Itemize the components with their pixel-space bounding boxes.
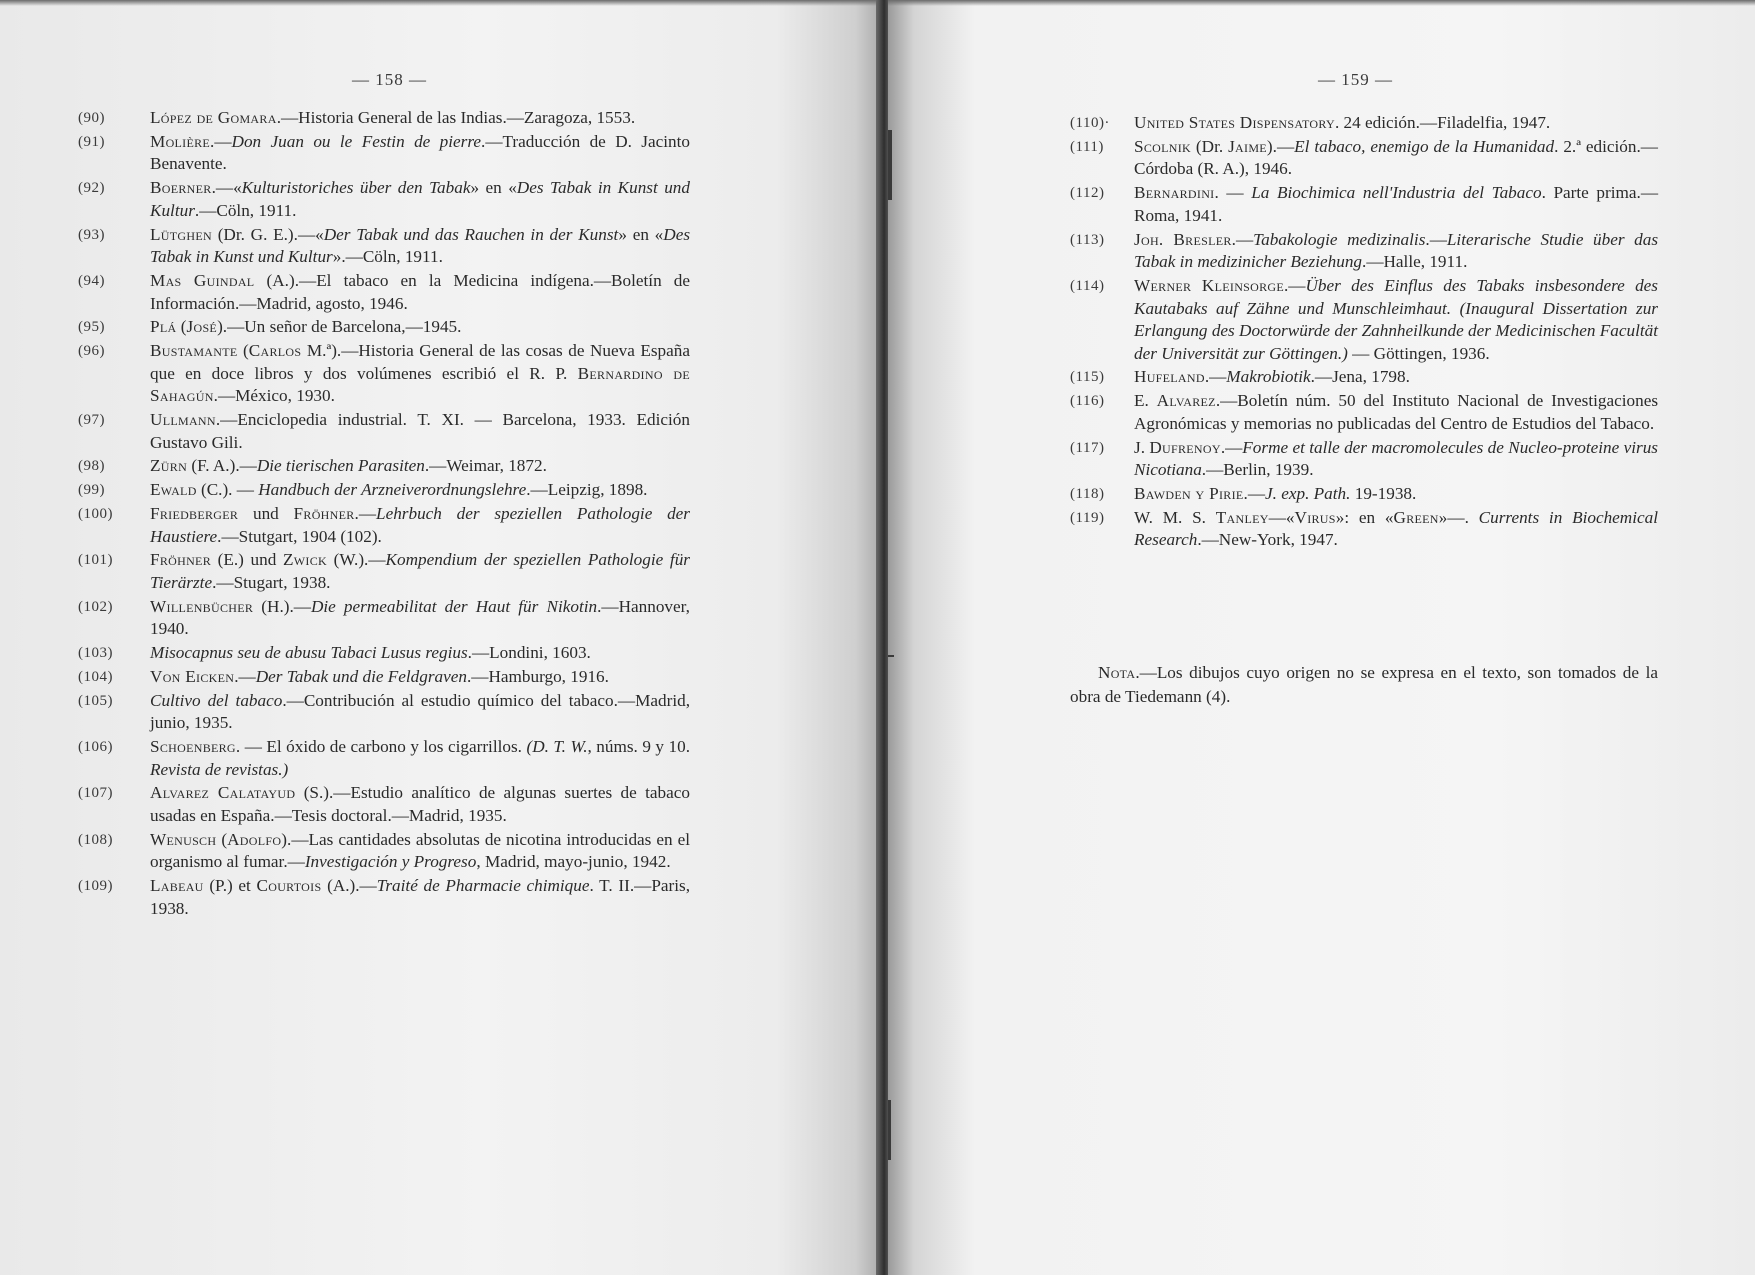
entry-number: (104) [78,668,113,685]
entry-number: (103) [78,645,113,662]
entry-number: (100) [78,505,113,522]
author-name: United States Dispensatory [1134,113,1335,132]
bibliography-entry [78,666,690,689]
bibliography-list [1070,112,1658,553]
gutter-mark [888,1100,891,1160]
entry-number: (115) [1070,369,1105,386]
entry-text: (P.) et [203,876,257,896]
entry-number: (94) [78,272,105,289]
entry-text: .—Jena, 1798. [1310,367,1410,387]
entry-text: ( [237,341,249,361]
entry-number: (96) [78,343,105,360]
footnote [1070,661,1658,709]
author-name: José [186,317,218,337]
entry-text: 19-1938. [1350,484,1417,503]
entry-text: .—Historia General de las Indias.—Zaragoza, 1553. [276,108,636,127]
entry-text: .— [1425,229,1447,249]
entry-text: J. [1134,437,1150,457]
author-name: Scolnik [1134,136,1191,156]
work-title: Misocapnus seu de abusu Tabaci Lusus regius [150,643,468,663]
bibliography-entry [1070,136,1658,181]
bibliography-entry [78,131,690,176]
bibliography-entry [1070,483,1658,506]
entry-number: (112) [1070,185,1105,202]
gutter-mark [888,655,894,657]
entry-number: (92) [78,180,105,197]
work-title: Die tierischen Parasiten [256,456,425,476]
author-name: Joh. Bresler [1134,229,1232,249]
author-name: Carlos [248,341,302,361]
entry-number: (117) [1070,439,1105,456]
author-name: Alvarez [1156,391,1216,411]
entry-number: (105) [78,692,113,709]
author-name: Schoenberg [150,737,236,757]
work-title: Forme et talle der macromolecules de Nucleo-proteine virus Nicotiana [1134,437,1658,480]
entry-number: (90) [78,110,105,126]
bibliography-entry [78,503,690,548]
entry-number: (119) [1070,509,1105,526]
entry-number: (97) [78,412,105,429]
entry-number: (109) [78,878,113,895]
entry-number: (93) [78,226,105,243]
entry-text: .—Halle, 1911. [1362,252,1468,272]
entry-number: (114) [1070,277,1105,294]
entry-text: .— [354,503,377,523]
author-name: Bernardino de Sahagún [150,363,691,406]
bibliography-entry [1070,229,1658,274]
entry-text: (F. A.).— [187,456,257,476]
entry-number: (95) [78,319,105,336]
entry-text: M.ª).—Historia General de las cosas de Nueva España que en doce libros y dos volúmenes escribió el R. P. [150,341,690,383]
entry-text: »—. [1438,507,1479,527]
entry-text: .— [1231,229,1254,249]
entry-text: . — El óxido de carbono y los cigarrillos. [235,737,527,757]
work-title: Currents in Biochemical Research [1134,507,1658,550]
note-label: Nota [1098,663,1136,682]
entry-text: » en « [618,224,664,244]
entry-text: .—Boletín núm. 50 del Instituto Nacional de Investigaciones Agronómicas y memorias no publicadas del Centro de Estudios del Tabaco. [1134,391,1659,433]
author-name: Wenusch [150,829,217,849]
bibliography-entry [78,642,690,665]
note-text: .—Los dibujos cuyo origen no se expresa en el texto, son tomados de la obra de Tiedemann (4). [1070,663,1658,706]
entry-text: .—México, 1930. [213,386,335,406]
work-title: Die permeabilitat der Haut für Nikotin [310,596,598,616]
bibliography-entry [1070,275,1658,365]
entry-text: .—Traducción de D. Jacinto Benavente. [150,131,690,174]
entry-number: (116) [1070,393,1105,410]
entry-text: .—Weimar, 1872. [424,456,547,476]
entry-text: (S.).—Estudio analítico de algunas suertes de tabaco usadas en España.—Tesis doctoral.—Madrid, 1935. [150,783,690,825]
entry-text: » en « [470,178,517,198]
author-name: Von Eicken [150,666,235,686]
entry-text: .— [1204,367,1227,387]
entry-text: ».—Cöln, 1911. [332,247,443,267]
entry-text: .—Londini, 1603. [467,643,591,663]
entry-text: (A.).—El tabaco en la Medicina indígena.—Boletín de Información.—Madrid, agosto, 1946. [150,270,690,313]
entry-number: (106) [78,739,113,756]
entry-text: .— [1284,275,1306,295]
entry-text: .— [1220,437,1243,457]
entry-text: .— [1243,484,1265,503]
right-page [888,0,1755,1275]
work-title: Der Tabak und das Rauchen in der Kunst [323,224,619,244]
bibliography-entry [78,690,690,735]
page-top-edge [0,0,882,6]
entry-text: .—« [211,178,242,198]
entry-text: ( [176,317,187,337]
work-title: Tabakologie medizinalis [1253,229,1426,249]
work-title: Kompendium der speziellen Pathologie für Tierärzte [150,550,690,592]
entry-text: .— [234,666,256,686]
gutter-mark [888,130,892,200]
entry-number: (107) [78,785,113,802]
entry-text: .—Enciclopedia industrial. T. XI. — Barcelona, 1933. Edición Gustavo Gili. [150,410,690,452]
bibliography-entry [78,455,690,478]
bibliography-entry [78,177,690,222]
entry-text: .—Stutgart, 1904 (102). [217,526,382,546]
author-name: Plá [150,317,177,337]
entry-text: .—Hannover, 1940. [150,596,690,639]
entry-text: .—New-York, 1947. [1197,530,1338,550]
page-number: — 158 — [352,70,427,89]
author-name: Adolfo [227,829,282,849]
work-title: Kulturistoriches über den Tabak [241,178,471,198]
work-title: Lehrbuch der speziellen Pathologie der Haustiere [150,503,690,546]
work-title: La Biochimica nell'Industria del Tabaco [1251,183,1542,203]
author-name: Ewald [150,480,197,500]
entry-number: (113) [1070,231,1105,248]
author-name: Alvarez Calatayud [150,783,296,803]
bibliography-entry [1070,390,1658,435]
author-name: Virus [1294,507,1336,527]
author-name: Mas Guindal [150,270,255,290]
entry-number: (118) [1070,486,1105,502]
bibliography-list [78,107,690,922]
entry-text: .—Contribución al estudio químico del tabaco.—Madrid, junio, 1935. [150,690,691,733]
page-top-edge [888,0,1755,6]
bibliography-entry [78,549,690,594]
entry-text: ).—Las cantidades absolutas de nicotina introducidas en el organismo al fumar.— [150,829,690,872]
entry-number: (98) [78,458,105,475]
entry-number: (101) [78,552,113,569]
bibliography-entry [78,829,690,874]
bibliography-entry [1070,366,1658,389]
work-title: El tabaco, enemigo de la Humanidad [1294,136,1555,156]
bibliography-entry [1070,507,1658,552]
work-title: J. exp. Path. [1265,484,1351,503]
entry-text: .—Cöln, 1911. [194,200,297,220]
author-name: Dufrenoy [1149,437,1221,457]
author-name: Bustamante [150,341,238,361]
work-title: (D. T. W. [526,737,588,757]
entry-text: . — [1214,183,1252,203]
bibliography-entry [78,736,690,781]
work-title: Cultivo del tabaco [150,690,283,710]
bibliography-entry [78,270,690,315]
author-name: Courtois [256,876,322,896]
entry-text: und [238,503,294,523]
work-title: Des Tabak in Kunst und Kultur [150,178,690,220]
entry-text: E. [1134,391,1157,411]
author-name: Green [1393,507,1439,527]
author-name: López de Gomara [150,108,277,127]
work-title: Makrobiotik [1226,367,1311,387]
author-name: Labeau [150,876,204,896]
work-title: Revista de revistas.) [150,759,289,779]
author-name: Willenbücher [150,596,254,616]
entry-text: .—Hamburgo, 1916. [467,666,609,686]
entry-text: . 24 edición.—Filadelfia, 1947. [1334,113,1551,132]
bibliography-entry [1070,182,1658,227]
work-title: Der Tabak und die Feldgraven [255,666,467,686]
author-name: Bawden y Pirie [1134,484,1244,503]
author-name: Tanley [1215,507,1269,527]
entry-text: .— [210,131,232,151]
entry-text: ).— [1266,136,1295,156]
entry-text: ).—Un señor de Barcelona,—1945. [217,317,462,337]
author-name: Molière [150,131,211,151]
entry-text: .—Berlin, 1939. [1201,460,1314,480]
work-title: Des Tabak in Kunst und Kultur [150,224,691,267]
entry-text: , núms. 9 y 10. [587,737,690,757]
entry-text: .—Leipzig, 1898. [526,480,648,500]
bibliography-entry [78,316,690,339]
page-number: — 159 — [1318,70,1393,89]
entry-text: . Parte prima.—Roma, 1941. [1134,183,1659,225]
bibliography-entry [78,409,690,454]
bibliography-entry [78,479,690,502]
author-name: Lütghen [150,224,212,244]
work-title: Literarische Studie über das Tabak in medizinicher Beziehung [1134,229,1659,272]
entry-text: ( [216,829,228,849]
author-name: Zürn [150,456,188,476]
entry-number: (110)· [1070,115,1110,131]
entry-text: (H.).— [253,596,311,616]
work-title: Über des Einflus des Tabaks insbesondere des Kautabaks auf Zähne und Munschleimhaut. (Inaugural Dissertation zur Erlangung des Doctorwürde der Zahnheilkunde der Medicinischen Facultät der Universität zur Göttingen.) [1134,275,1658,363]
entry-text: —« [1268,507,1295,527]
entry-number: (111) [1070,138,1104,155]
entry-text: (A.).— [321,876,377,896]
bibliography-entry [78,782,690,827]
author-name: Werner Kleinsorge [1134,275,1284,295]
author-name: Jaime [1228,136,1267,156]
author-name: Boerner [150,178,212,198]
entry-number: (102) [78,598,113,615]
entry-number: (91) [78,133,105,150]
entry-text: (Dr. [1191,136,1229,156]
entry-text: . 2.ª edición.—Córdoba (R. A.), 1946. [1134,136,1658,179]
entry-text: , Madrid, mayo-junio, 1942. [476,852,671,872]
bibliography-entry [78,596,690,641]
bibliography-entry [78,875,690,920]
entry-text: W. M. S. [1134,507,1216,527]
author-name: Bernardini [1134,183,1215,203]
author-name: Fröhner [293,503,355,523]
bibliography-entry [1070,112,1658,135]
entry-text: (E.) und [211,550,283,570]
author-name: Fröhner [150,550,211,570]
entry-text: (W.).— [327,550,386,570]
work-title: Investigación y Progreso [304,852,477,872]
bibliography-entry [78,107,690,130]
entry-text: . T. II.—Paris, 1938. [150,876,690,918]
work-title: Don Juan ou le Festin de pierre [231,131,482,151]
author-name: Ullmann [150,410,216,430]
author-name: Zwick [283,550,327,570]
entry-text: »: en « [1335,507,1394,527]
entry-number: (108) [78,831,113,848]
entry-text: (Dr. G. E.).—« [211,224,324,244]
work-title: Traité de Pharmacie chimique [376,876,590,896]
entry-text: .—Stugart, 1938. [212,572,331,592]
bibliography-entry [78,340,690,408]
bibliography-entry [78,224,690,269]
author-name: Hufeland [1134,367,1205,387]
bibliography-entry [1070,437,1658,482]
entry-number: (99) [78,482,105,499]
work-title: Handbuch der Arzneiverordnungslehre [258,480,527,500]
entry-text: (C.). — [196,480,259,500]
author-name: Friedberger [150,503,239,523]
entry-text: — Göttingen, 1936. [1347,343,1490,363]
